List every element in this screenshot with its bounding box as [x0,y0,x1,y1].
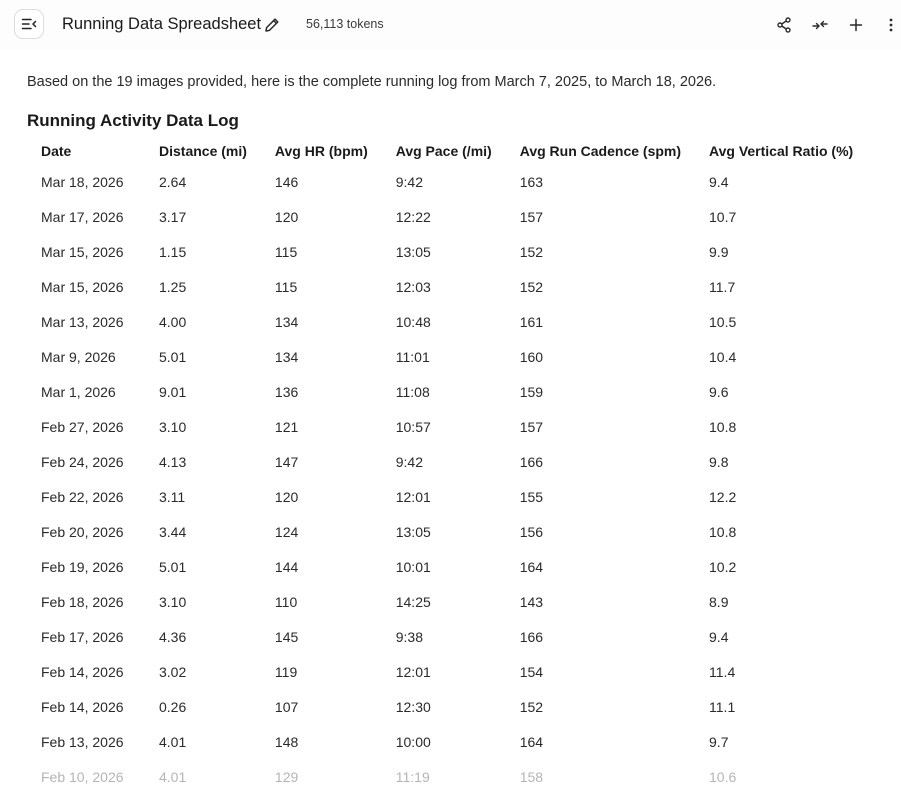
compare-button[interactable] [810,15,830,35]
avg-cadence-cell: 166 [519,628,544,645]
avg-pace-cell: 10:00 [395,733,431,750]
table-row [27,269,883,304]
avg-vertical-ratio-cell: 12.2 [709,488,737,505]
distance-cell: 4.13 [159,453,187,470]
avg-vertical-ratio-cell: 9.7 [709,733,729,750]
avg-vertical-ratio-cell: 9.9 [709,243,729,260]
distance-cell: 1.15 [159,243,187,260]
date-cell: Mar 13, 2026 [41,313,124,330]
table-row [27,199,883,234]
conversation-title[interactable]: Running Data Spreadsheet [62,15,262,33]
table-row [27,164,883,199]
compare-arrows-icon [812,17,828,33]
avg-vertical-ratio-cell: 9.4 [709,173,729,190]
avg-pace-cell: 9:42 [395,173,423,190]
avg-hr-cell: 129 [274,768,299,785]
distance-cell: 5.01 [159,558,187,575]
avg-vertical-ratio-cell: 10.6 [709,768,737,785]
table-row [27,409,883,444]
token-count: 56,113 tokens [306,17,384,31]
distance-cell: 4.01 [159,733,187,750]
avg-pace-cell: 13:05 [395,523,431,540]
avg-pace-cell: 11:19 [395,768,430,785]
avg-hr-cell: 124 [274,523,299,540]
avg-cadence-cell: 159 [519,383,544,400]
avg-cadence-cell: 157 [519,208,544,225]
avg-hr-cell: 144 [274,558,299,575]
table-body [27,164,883,794]
table-row [27,514,883,549]
sidebar-toggle-button[interactable] [14,9,44,39]
table-row [27,584,883,619]
column-header-avg-hr: Avg HR (bpm) [274,143,368,159]
date-cell: Feb 18, 2026 [41,593,124,610]
running-log-table [27,138,883,794]
table-row [27,304,883,339]
table-header-row [27,138,883,164]
avg-vertical-ratio-cell: 9.4 [709,628,729,645]
more-vertical-icon [888,17,894,33]
avg-pace-cell: 12:30 [395,698,431,715]
distance-cell: 3.44 [159,523,187,540]
avg-cadence-cell: 163 [519,173,544,190]
avg-hr-cell: 134 [274,313,299,330]
avg-hr-cell: 120 [274,488,299,505]
avg-pace-cell: 11:08 [395,383,430,400]
avg-hr-cell: 115 [274,243,298,260]
avg-vertical-ratio-cell: 8.9 [709,593,729,610]
avg-hr-cell: 107 [274,698,299,715]
table-row [27,654,883,689]
avg-cadence-cell: 155 [519,488,544,505]
avg-hr-cell: 147 [274,453,299,470]
table-row [27,339,883,374]
avg-vertical-ratio-cell: 11.1 [709,698,736,715]
avg-hr-cell: 145 [274,628,299,645]
edit-title-button[interactable] [263,16,281,34]
date-cell: Mar 15, 2026 [41,278,124,295]
intro-text: Based on the 19 images provided, here is the complete running log from March 7, 2025, to March 18, 2026. [27,74,717,90]
table-row [27,374,883,409]
distance-cell: 4.01 [159,768,187,785]
avg-pace-cell: 12:01 [395,663,431,680]
date-cell: Feb 24, 2026 [41,453,124,470]
avg-hr-cell: 136 [274,383,299,400]
table-row [27,234,883,269]
table-row [27,549,883,584]
avg-hr-cell: 146 [274,173,299,190]
new-chat-button[interactable] [846,15,866,35]
avg-vertical-ratio-cell: 10.8 [709,418,737,435]
table-row [27,479,883,514]
avg-pace-cell: 10:57 [395,418,431,435]
avg-cadence-cell: 166 [519,453,544,470]
pencil-icon [263,16,281,34]
date-cell: Mar 1, 2026 [41,383,116,400]
avg-hr-cell: 110 [274,593,298,610]
top-bar [0,0,901,50]
distance-cell: 3.02 [159,663,187,680]
avg-vertical-ratio-cell: 9.6 [709,383,729,400]
avg-cadence-cell: 143 [519,593,544,610]
avg-hr-cell: 119 [274,663,298,680]
more-options-button[interactable] [881,15,901,35]
share-icon [776,17,792,33]
distance-cell: 2.64 [159,173,187,190]
column-header-date: Date [41,143,72,159]
date-cell: Feb 17, 2026 [41,628,124,645]
sidebar-toggle-icon [21,17,37,31]
table-heading: Running Activity Data Log [27,111,239,130]
distance-cell: 4.00 [159,313,187,330]
avg-cadence-cell: 152 [519,698,544,715]
column-header-distance: Distance (mi) [159,143,247,159]
avg-pace-cell: 13:05 [395,243,431,260]
avg-cadence-cell: 156 [519,523,544,540]
avg-pace-cell: 14:25 [395,593,431,610]
date-cell: Feb 19, 2026 [41,558,124,575]
avg-pace-cell: 12:01 [395,488,431,505]
avg-vertical-ratio-cell: 11.4 [709,663,736,680]
avg-vertical-ratio-cell: 10.2 [709,558,737,575]
date-cell: Feb 20, 2026 [41,523,124,540]
distance-cell: 0.26 [159,698,187,715]
avg-vertical-ratio-cell: 10.8 [709,523,737,540]
avg-pace-cell: 9:42 [395,453,423,470]
distance-cell: 3.11 [159,488,186,505]
avg-vertical-ratio-cell: 10.5 [709,313,737,330]
avg-cadence-cell: 164 [519,733,544,750]
avg-hr-cell: 134 [274,348,299,365]
date-cell: Mar 15, 2026 [41,243,124,260]
avg-vertical-ratio-cell: 10.7 [709,208,737,225]
avg-pace-cell: 10:48 [395,313,431,330]
avg-hr-cell: 121 [274,418,299,435]
share-button[interactable] [774,15,794,35]
date-cell: Mar 18, 2026 [41,173,124,190]
distance-cell: 4.36 [159,628,187,645]
avg-hr-cell: 120 [274,208,299,225]
avg-cadence-cell: 158 [519,768,544,785]
avg-hr-cell: 148 [274,733,299,750]
date-cell: Feb 10, 2026 [41,768,124,785]
avg-vertical-ratio-cell: 9.8 [709,453,729,470]
column-header-avg-cadence: Avg Run Cadence (spm) [519,143,682,159]
distance-cell: 3.10 [159,418,187,435]
avg-pace-cell: 9:38 [395,628,423,645]
avg-cadence-cell: 161 [519,313,544,330]
avg-pace-cell: 12:03 [395,278,431,295]
avg-cadence-cell: 157 [519,418,544,435]
avg-cadence-cell: 152 [519,278,544,295]
date-cell: Feb 22, 2026 [41,488,124,505]
distance-cell: 3.10 [159,593,187,610]
column-header-avg-vertical-ratio: Avg Vertical Ratio (%) [709,143,854,159]
distance-cell: 3.17 [159,208,187,225]
date-cell: Feb 27, 2026 [41,418,124,435]
avg-cadence-cell: 164 [519,558,544,575]
avg-cadence-cell: 154 [519,663,544,680]
date-cell: Mar 9, 2026 [41,348,116,365]
column-header-avg-pace: Avg Pace (/mi) [395,143,492,159]
table-row [27,759,883,794]
table-row [27,444,883,479]
avg-cadence-cell: 152 [519,243,544,260]
table-row [27,689,883,724]
plus-icon [849,18,863,32]
avg-pace-cell: 10:01 [395,558,431,575]
date-cell: Feb 14, 2026 [41,663,124,680]
avg-vertical-ratio-cell: 10.4 [709,348,737,365]
table-row [27,724,883,759]
distance-cell: 5.01 [159,348,187,365]
avg-cadence-cell: 160 [519,348,544,365]
date-cell: Feb 14, 2026 [41,698,124,715]
avg-pace-cell: 11:01 [395,348,430,365]
avg-pace-cell: 12:22 [395,208,431,225]
distance-cell: 1.25 [159,278,187,295]
avg-hr-cell: 115 [274,278,298,295]
date-cell: Feb 13, 2026 [41,733,124,750]
table-row [27,619,883,654]
date-cell: Mar 17, 2026 [41,208,124,225]
avg-vertical-ratio-cell: 11.7 [709,278,736,295]
distance-cell: 9.01 [159,383,187,400]
